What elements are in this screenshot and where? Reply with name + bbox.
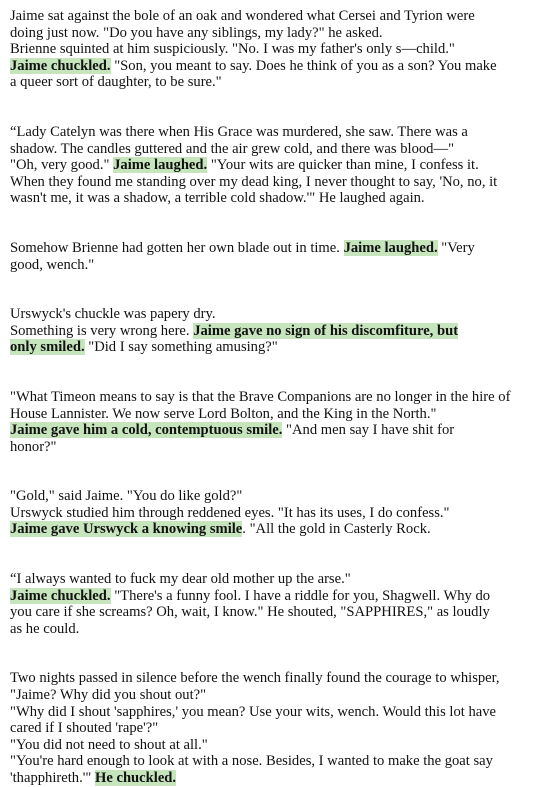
text-segment: as he could. <box>10 620 80 637</box>
text-line <box>10 389 530 406</box>
text-segment: wasn't me, it was a shadow, a terrible cold shadow.'" He laughed again. <box>10 190 425 207</box>
excerpt-block <box>10 306 530 356</box>
text-segment: doing just now. "Do you have any siblings, my lady?" he asked. <box>10 24 383 41</box>
text-segment: “I always wanted to fuck my dear old mother up the arse." <box>10 571 351 588</box>
highlighted-phrase: Jaime gave Urswyck a knowing smile <box>10 521 243 538</box>
text-line <box>10 720 530 737</box>
excerpt-separator <box>10 207 530 240</box>
excerpt-block <box>10 488 530 538</box>
excerpt-separator <box>10 637 530 670</box>
text-segment: cared if I shouted 'rape'?" <box>10 720 159 737</box>
text-segment: "Very <box>437 239 475 256</box>
text-line <box>10 770 530 787</box>
highlighted-phrase: He chuckled. <box>94 770 177 786</box>
text-line <box>10 58 530 75</box>
text-segment: good, wench." <box>10 256 95 273</box>
text-line <box>10 488 530 505</box>
text-line <box>10 521 530 538</box>
text-line <box>10 687 530 704</box>
highlighted-phrase: Jaime chuckled. <box>10 587 111 604</box>
text-line <box>10 753 530 770</box>
text-segment: "You did not need to shout at all." <box>10 736 208 753</box>
text-segment: "Your wits are quicker than mine, I confess it. <box>207 157 479 174</box>
excerpt-block <box>10 8 530 91</box>
text-line <box>10 174 530 191</box>
text-segment: Two nights passed in silence before the wench finally found the courage to whisper, <box>10 670 500 687</box>
text-segment: 'thapphireth.'" <box>10 770 95 786</box>
text-segment: "Oh, very good." <box>10 157 114 174</box>
excerpt-separator <box>10 91 530 124</box>
text-segment: Urswyck's chuckle was papery dry. <box>10 306 216 323</box>
text-segment: House Lannister. We now serve Lord Bolton, and the King in the North." <box>10 405 437 422</box>
text-line <box>10 406 530 423</box>
text-segment: Brienne squinted at him suspiciously. "No. I was my father's only s—child." <box>10 41 455 58</box>
text-segment: Jaime sat against the bole of an oak and wondered what Cersei and Tyrion were <box>10 8 475 24</box>
excerpt-separator <box>10 356 530 389</box>
text-segment: "What Timeon means to say is that the Brave Companions are no longer in the hire of <box>10 388 511 405</box>
text-segment: Something is very wrong here. <box>10 322 194 339</box>
text-line <box>10 124 530 141</box>
text-line <box>10 240 530 257</box>
text-segment: Somehow Brienne had gotten her own blade out in time. <box>10 239 344 256</box>
text-segment: shadow. The candles guttered and the air grew cold, and there was blood—" <box>10 140 455 157</box>
excerpt-block <box>10 389 530 455</box>
text-segment: "Did I say something amusing?" <box>84 339 278 356</box>
text-line <box>10 323 530 340</box>
text-segment: you care if she screams? Oh, wait, I know." He shouted, "SAPPHIRES," as loudly <box>10 604 490 621</box>
text-line <box>10 41 530 58</box>
highlighted-phrase: Jaime gave him a cold, contemptuous smile. <box>10 422 283 439</box>
highlighted-phrase: Jaime gave no sign of his discomfiture, but <box>193 322 459 339</box>
text-segment: Urswyck studied him through reddened eyes. "It has its uses, I do confess." <box>10 504 450 521</box>
text-line <box>10 141 530 158</box>
text-line <box>10 306 530 323</box>
text-line <box>10 422 530 439</box>
text-line <box>10 704 530 721</box>
excerpt-separator <box>10 273 530 306</box>
text-line <box>10 190 530 207</box>
excerpt-separator <box>10 538 530 571</box>
highlighted-phrase: Jaime laughed. <box>343 239 438 256</box>
text-segment: . "All the gold in Casterly Rock. <box>242 521 431 538</box>
text-line <box>10 571 530 588</box>
excerpt-block <box>10 670 530 786</box>
text-line <box>10 74 530 91</box>
text-segment: a queer sort of daughter, to be sure." <box>10 74 222 91</box>
text-line <box>10 604 530 621</box>
text-line <box>10 8 530 25</box>
text-line <box>10 505 530 522</box>
text-segment: "And men say I have shit for <box>282 422 455 439</box>
text-segment: "Son, you meant to say. Does he think of you as a son? You make <box>110 57 497 74</box>
text-segment: “Lady Catelyn was there when His Grace was murdered, she saw. There was a <box>10 123 468 140</box>
text-segment: "You're hard enough to look at with a nose. Besides, I wanted to make the goat say <box>10 753 493 770</box>
text-segment: When they found me standing over my dead king, I never thought to say, 'No, no, it <box>10 173 498 190</box>
text-line <box>10 157 530 174</box>
highlighted-phrase: Jaime chuckled. <box>10 57 111 74</box>
highlighted-phrase: Jaime laughed. <box>113 157 208 174</box>
text-segment: "Jaime? Why did you shout out?" <box>10 687 207 704</box>
excerpt-block <box>10 124 530 207</box>
text-line <box>10 257 530 274</box>
highlighted-phrase: only smiled. <box>10 339 85 356</box>
excerpt-block <box>10 240 530 273</box>
text-line <box>10 588 530 605</box>
text-line <box>10 25 530 42</box>
text-segment: "Why did I shout 'sapphires,' you mean? Use your wits, wench. Would this lot have <box>10 703 497 720</box>
text-segment: "There's a funny fool. I have a riddle for you, Shagwell. Why do <box>110 587 491 604</box>
text-line <box>10 670 530 687</box>
text-line <box>10 439 530 456</box>
text-line <box>10 737 530 754</box>
excerpt-block <box>10 571 530 637</box>
text-line <box>10 621 530 638</box>
text-segment: honor?" <box>10 438 57 455</box>
excerpt-separator <box>10 455 530 488</box>
text-line <box>10 339 530 356</box>
text-segment: "Gold," said Jaime. "You do like gold?" <box>10 488 243 505</box>
